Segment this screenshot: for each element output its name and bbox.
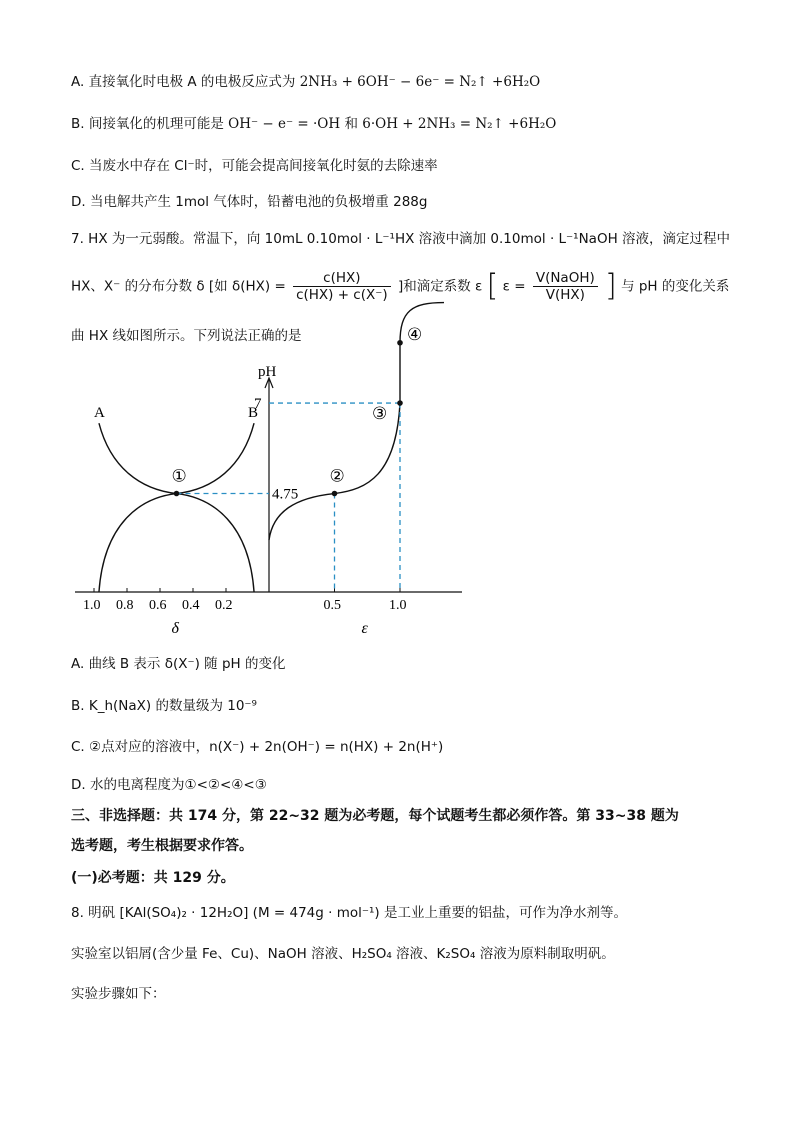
y-mark-4.75: 4.75 (272, 486, 299, 503)
q7-line2-b: ]和滴定系数 ε (397, 278, 483, 295)
delta-fraction-den: c(HX) + c(X⁻) (296, 287, 388, 303)
right-tick-label: 0.5 (323, 598, 341, 613)
epsilon-fraction (533, 270, 598, 303)
q6-option-a (71, 72, 540, 92)
y-axis-label: pH (258, 364, 277, 380)
q7-option-c: C. ②点对应的溶液中，n(X⁻) + 2n(OH⁻) = n(HX) + 2n(H⁺) (71, 739, 444, 755)
q7-line2-c: 与 pH 的变化关系 (621, 278, 730, 295)
epsilon-fraction-num: V(NaOH) (533, 270, 598, 287)
q7-stem-line2 (71, 270, 729, 303)
q7-option-d: D. 水的电离程度为①<②<④<③ (71, 777, 267, 793)
left-x-axis-label: δ (171, 620, 179, 637)
curve-B (99, 423, 254, 592)
left-tick-label: 0.4 (182, 598, 200, 613)
curve-A (99, 423, 254, 592)
q6-option-d: D. 当电解共产生 1mol 气体时，铅蓄电池的负极增重 288g (71, 194, 428, 210)
figure-axes (75, 364, 462, 637)
q8-line2: 实验室以铝屑(含少量 Fe、Cu)、NaOH 溶液、H₂SO₄ 溶液、K₂SO₄ 溶液为原料制取明矾。 (71, 946, 615, 962)
y-mark-7: 7 (254, 396, 262, 413)
left-tick-label: 0.8 (116, 598, 134, 613)
q6-option-b-mid: 和 (340, 116, 363, 132)
section3-heading-line2: 选考题，考生根据要求作答。 (71, 838, 253, 854)
data-point-1 (174, 491, 180, 497)
right-tick-label: 1.0 (389, 598, 407, 613)
q6-option-a-equation: 2NH₃ + 6OH⁻ − 6e⁻ = N₂↑ +6H₂O (299, 74, 541, 90)
left-tick-label: 0.6 (149, 598, 167, 613)
right-bracket: ] (605, 268, 617, 304)
q7-line2-a: HX、X⁻ 的分布分数 δ [如 δ(HX) = (71, 278, 286, 295)
section3-subheading: (一)必考题：共 129 分。 (71, 870, 235, 886)
left-bracket: [ (486, 268, 499, 304)
q8-line1: 8. 明矾 [KAl(SO₄)₂ · 12H₂O] (M = 474g · mol⁻¹) 是工业上重要的铝盐，可作为净水剂等。 (71, 905, 627, 921)
left-tick-label: 0.2 (215, 598, 233, 613)
q7-option-b: B. K_h(NaX) 的数量级为 10⁻⁹ (71, 698, 257, 714)
q7-stem-line3: 曲 HX 线如图所示。下列说法正确的是 (71, 328, 302, 344)
q7-option-a: A. 曲线 B 表示 δ(X⁻) 随 pH 的变化 (71, 656, 286, 672)
delta-fraction-num: c(HX) (293, 270, 391, 287)
epsilon-fraction-den: V(HX) (545, 287, 585, 303)
point-label-4: ④ (407, 324, 423, 344)
point-label-1: ① (171, 466, 187, 486)
point-label-3: ③ (372, 404, 388, 424)
delta-fraction (293, 270, 391, 303)
q6-option-a-prefix: A. 直接氧化时电极 A 的电极反应式为 (71, 74, 300, 90)
q6-option-b (71, 114, 556, 134)
q6-option-b-eq2: 6·OH + 2NH₃ = N₂↑ +6H₂O (362, 116, 557, 132)
data-point-4 (397, 340, 403, 346)
q8-line3: 实验步骤如下： (71, 986, 166, 1002)
section3-heading-line1: 三、非选择题：共 174 分，第 22~32 题为必考题，每个试题考生都必须作答。第 33~38 题为 (71, 808, 679, 824)
q6-option-b-prefix: B. 间接氧化的机理可能是 (71, 116, 229, 132)
left-tick-label: 1.0 (83, 598, 101, 613)
right-x-axis-label: ε (361, 620, 368, 637)
curve-label-A: A (93, 405, 105, 422)
point-label-2: ② (329, 466, 345, 486)
epsilon-eq: ε = (502, 278, 526, 295)
q6-option-b-eq1: OH⁻ − e⁻ = ·OH (228, 116, 341, 132)
q7-stem-line1: 7. HX 为一元弱酸。常温下，向 10mL 0.10mol · L⁻¹HX 溶液中滴加 0.10mol · L⁻¹NaOH 溶液，滴定过程中 (71, 231, 731, 247)
figure-marks (172, 325, 423, 592)
curve-label-B: B (248, 405, 259, 422)
data-point-3 (397, 400, 403, 406)
q6-option-c: C. 当废水中存在 Cl⁻时，可能会提高间接氧化时氨的去除速率 (71, 158, 438, 174)
data-point-2 (332, 491, 338, 497)
